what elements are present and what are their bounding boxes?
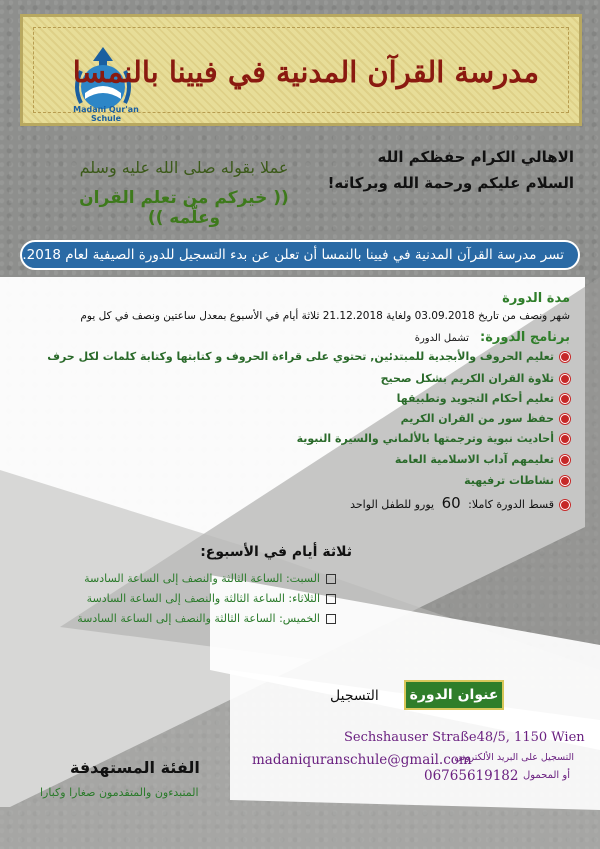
program-item-text: تعليمهم آداب الاسلامية العامة [394, 453, 554, 466]
greeting-line-1: الاهالي الكرام حفظكم الله [377, 148, 574, 166]
course-address-button[interactable]: عنوان الدورة [404, 680, 504, 710]
program-item [401, 412, 570, 425]
checkbox[interactable] [326, 614, 336, 624]
program-item [381, 372, 570, 385]
bullet-icon [560, 434, 570, 444]
greeting-line-2: السلام عليكم ورحمة الله وبركاته! [327, 174, 574, 192]
phone-number[interactable]: 06765619182 [424, 768, 519, 784]
duration-heading: مدة الدورة [502, 291, 570, 306]
program-item [47, 350, 570, 363]
program-subheading: تشمل الدورة [414, 333, 469, 344]
fee-label: قسط الدورة كاملا: [468, 498, 554, 511]
fee-value: 60 [441, 494, 461, 512]
bullet-icon [560, 352, 570, 362]
hadith-line-2: (( خيركم من تعلم القران وعلّمه )) [79, 188, 289, 228]
email-label: التسجيل على البريد الألكتروني [454, 752, 574, 763]
program-heading: برنامج الدورة: [480, 330, 570, 345]
target-heading: الفئة المستهدفة [70, 758, 200, 777]
checkbox[interactable] [326, 574, 336, 584]
intro-bar [20, 240, 580, 270]
phone-label: أو المحمول [522, 770, 570, 781]
registration-label: التسجيل [330, 688, 379, 704]
duration-text: شهر ونصف من تاريخ 03.09.2018 ولغاية 21.12.2018 ثلاثة أيام في الأسبوع بمعدل ساعتين ونصف في كل يوم [80, 310, 570, 322]
bullet-icon [560, 394, 570, 404]
target-text: المتبدءون والمتقدمون صغارا وكبارا [40, 786, 199, 799]
page-title: مدرسة القرآن المدنية في فيينا بالنمسا [72, 55, 539, 89]
program-item-text: تعليم الحروف والأبجدية للمبتدئين, تحتوي على قراءة الحروف و كتابتها وكتابة كلمات لكل حرف [47, 350, 554, 363]
schedule-day [77, 612, 336, 625]
program-item-text: حفظ سور من القران الكريم [400, 412, 554, 425]
intro-text: تسر مدرسة القرآن المدنية في فيينا بالنمسا أن تعلن عن بدء التسجيل للدورة الصيفية لعام 2018. [22, 247, 564, 263]
program-header [415, 326, 570, 345]
schedule-day-text: السبت: الساعة الثالثة والنصف إلى الساعة السادسة [84, 572, 320, 585]
bullet-icon [560, 455, 570, 465]
program-item-text: تعليم أحكام التجويد وتطبيقها [396, 392, 554, 405]
fee-line [350, 494, 570, 512]
hadith-line-1: عملا بقوله صلى الله عليه وسلم [79, 158, 289, 177]
email-link[interactable]: madaniquranschule@gmail.com [252, 752, 472, 768]
fee-unit: يورو للطفل الواحد [350, 498, 435, 511]
schedule-day [84, 572, 336, 585]
schedule-day-text: الثلاثاء: الساعة الثالثة والنصف إلى الساعة السادسة [86, 592, 320, 605]
program-item [395, 453, 570, 466]
schedule-heading: ثلاثة أيام في الأسبوع: [200, 544, 352, 560]
program-item-text: تلاوة القران الكريم بشكل صحيح [380, 372, 554, 385]
schedule-day-text: الخميس: الساعة الثالثة والنصف إلى الساعة السادسة [77, 612, 320, 625]
address-text: Sechshauser Straße48/5, 1150 Wien [344, 730, 585, 745]
header-banner [20, 14, 582, 126]
bullet-icon [560, 374, 570, 384]
program-item [464, 474, 570, 487]
bullet-icon [560, 414, 570, 424]
program-item-text: نشاطات ترفيهية [464, 474, 554, 487]
logo-text: Madani Qur'an Schule [73, 105, 139, 123]
checkbox[interactable] [326, 594, 336, 604]
bullet-icon [560, 500, 570, 510]
schedule-day [87, 592, 336, 605]
bullet-icon [560, 476, 570, 486]
program-item [297, 432, 570, 445]
program-item-text: أحاديث نبوية وترجمتها بالألماني والسيرة النبوية [296, 432, 554, 445]
program-item [397, 392, 570, 405]
